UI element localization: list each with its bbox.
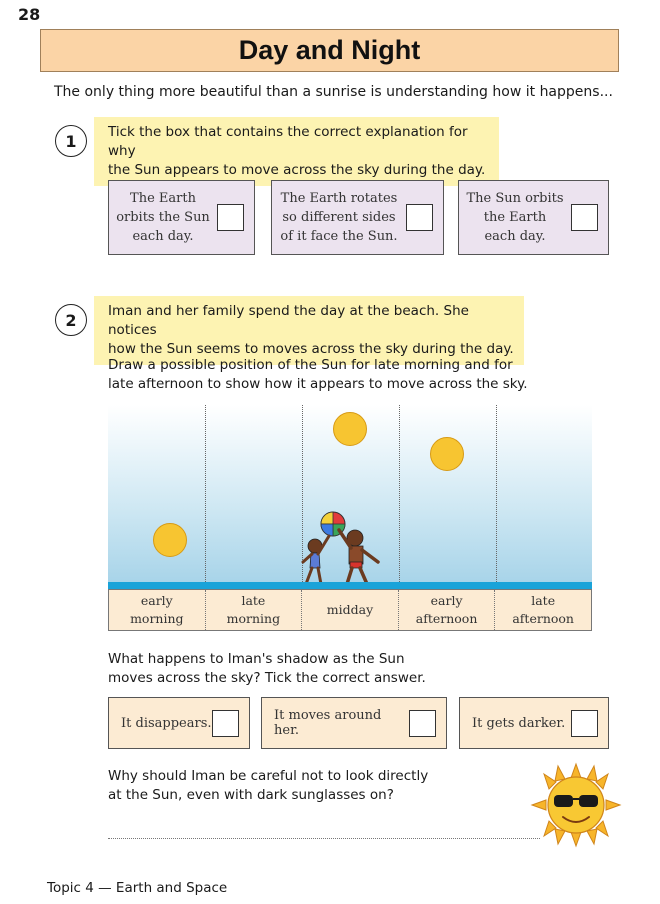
- q1-option-3-checkbox[interactable]: [571, 204, 598, 231]
- shadow-option-3[interactable]: [459, 697, 609, 749]
- time-label-line1: early: [140, 593, 173, 608]
- shadow-option-1-checkbox[interactable]: [212, 710, 239, 737]
- draw-instruction-line1: Draw a possible position of the Sun for late morning and for: [108, 357, 513, 373]
- q1-option-1-checkbox[interactable]: [217, 204, 244, 231]
- question-1-prompt-line2: the Sun appears to move across the sky during the day.: [108, 162, 486, 178]
- time-label-line2: afternoon: [415, 611, 478, 626]
- shadow-option-2[interactable]: [261, 697, 447, 749]
- q1-option-text: [272, 189, 406, 246]
- shadow-option-1-text: It disappears.: [121, 715, 212, 731]
- cartoon-sun-sunglasses-icon: [530, 762, 622, 848]
- question-1-prompt: [94, 117, 499, 186]
- question-2-prompt-line2: how the Sun seems to moves across the sky during the day.: [108, 341, 514, 357]
- time-label-line2: morning: [226, 611, 281, 626]
- time-label-line1: late: [241, 593, 266, 608]
- question-2-number: 2: [55, 304, 87, 336]
- shadow-option-2-checkbox[interactable]: [409, 710, 436, 737]
- sky-divider: [205, 405, 206, 590]
- q1-option-2[interactable]: [271, 180, 444, 255]
- shadow-option-2-text: It moves around her.: [274, 708, 382, 738]
- answer-line[interactable]: [108, 838, 540, 839]
- time-label-line2: morning: [130, 611, 184, 626]
- question-2-prompt-line1: Iman and her family spend the day at the beach. She notices: [108, 303, 469, 338]
- shadow-option-3-checkbox[interactable]: [571, 710, 598, 737]
- safety-question-line2: at the Sun, even with dark sunglasses on?: [108, 787, 394, 803]
- time-label-late-afternoon: [495, 590, 591, 630]
- time-label-line2: afternoon: [512, 611, 574, 626]
- q1-option-2-checkbox[interactable]: [406, 204, 433, 231]
- safety-question-line1: Why should Iman be careful not to look directly: [108, 768, 429, 784]
- title-banner: [40, 29, 619, 72]
- sun-early-afternoon: [430, 437, 464, 471]
- page-number: 28: [18, 5, 41, 24]
- time-label-early-afternoon: [399, 590, 496, 630]
- q1-option-1-line1: The Earth: [130, 191, 196, 206]
- shadow-option-3-text: It gets darker.: [472, 715, 566, 731]
- page-title: Day and Night: [238, 35, 421, 65]
- time-label-line1: early: [430, 593, 463, 608]
- time-labels-row: [108, 589, 592, 631]
- shadow-question-line2: moves across the sky? Tick the correct answer.: [108, 670, 426, 686]
- children-with-beach-ball-illustration: [293, 510, 408, 590]
- shadow-option-1[interactable]: [108, 697, 250, 749]
- sky-scene[interactable]: [108, 405, 592, 590]
- draw-instruction-line2: late afternoon to show how it appears to move across the sky.: [108, 376, 528, 392]
- question-2-prompt: [94, 296, 524, 365]
- q1-option-3-line1: The Sun orbits: [466, 191, 564, 206]
- q1-option-2-line1: The Earth rotates: [280, 191, 398, 206]
- question-1-number: 1: [55, 125, 87, 157]
- sun-early-morning: [153, 523, 187, 557]
- q1-option-text: [459, 189, 571, 246]
- sun-midday: [333, 412, 367, 446]
- draw-instruction: [108, 356, 528, 394]
- sky-divider: [496, 405, 497, 590]
- q1-option-1-line2: orbits the Sun: [116, 210, 210, 225]
- shadow-question: [108, 650, 426, 688]
- q1-option-3-line2: the Earth: [483, 210, 547, 225]
- safety-question: [108, 767, 428, 805]
- q1-option-1[interactable]: [108, 180, 255, 255]
- intro-text: The only thing more beautiful than a sunrise is understanding how it happens...: [54, 84, 613, 100]
- time-label-line1: midday: [326, 602, 374, 617]
- question-1-prompt-line1: Tick the box that contains the correct explanation for why: [108, 124, 468, 159]
- q1-option-2-line2: so different sides: [282, 210, 396, 225]
- q1-option-text: [109, 189, 217, 246]
- q1-option-1-line3: each day.: [132, 229, 194, 244]
- q1-option-3-line3: each day.: [484, 229, 546, 244]
- time-label-late-morning: [206, 590, 303, 630]
- time-label-early-morning: [109, 590, 206, 630]
- time-label-line1: late: [531, 593, 556, 608]
- shadow-question-line1: What happens to Iman's shadow as the Sun: [108, 651, 405, 667]
- q1-option-3[interactable]: [458, 180, 609, 255]
- footer-topic: Topic 4 — Earth and Space: [47, 880, 228, 896]
- q1-option-2-line3: of it face the Sun.: [280, 229, 398, 244]
- time-label-midday: [302, 590, 399, 630]
